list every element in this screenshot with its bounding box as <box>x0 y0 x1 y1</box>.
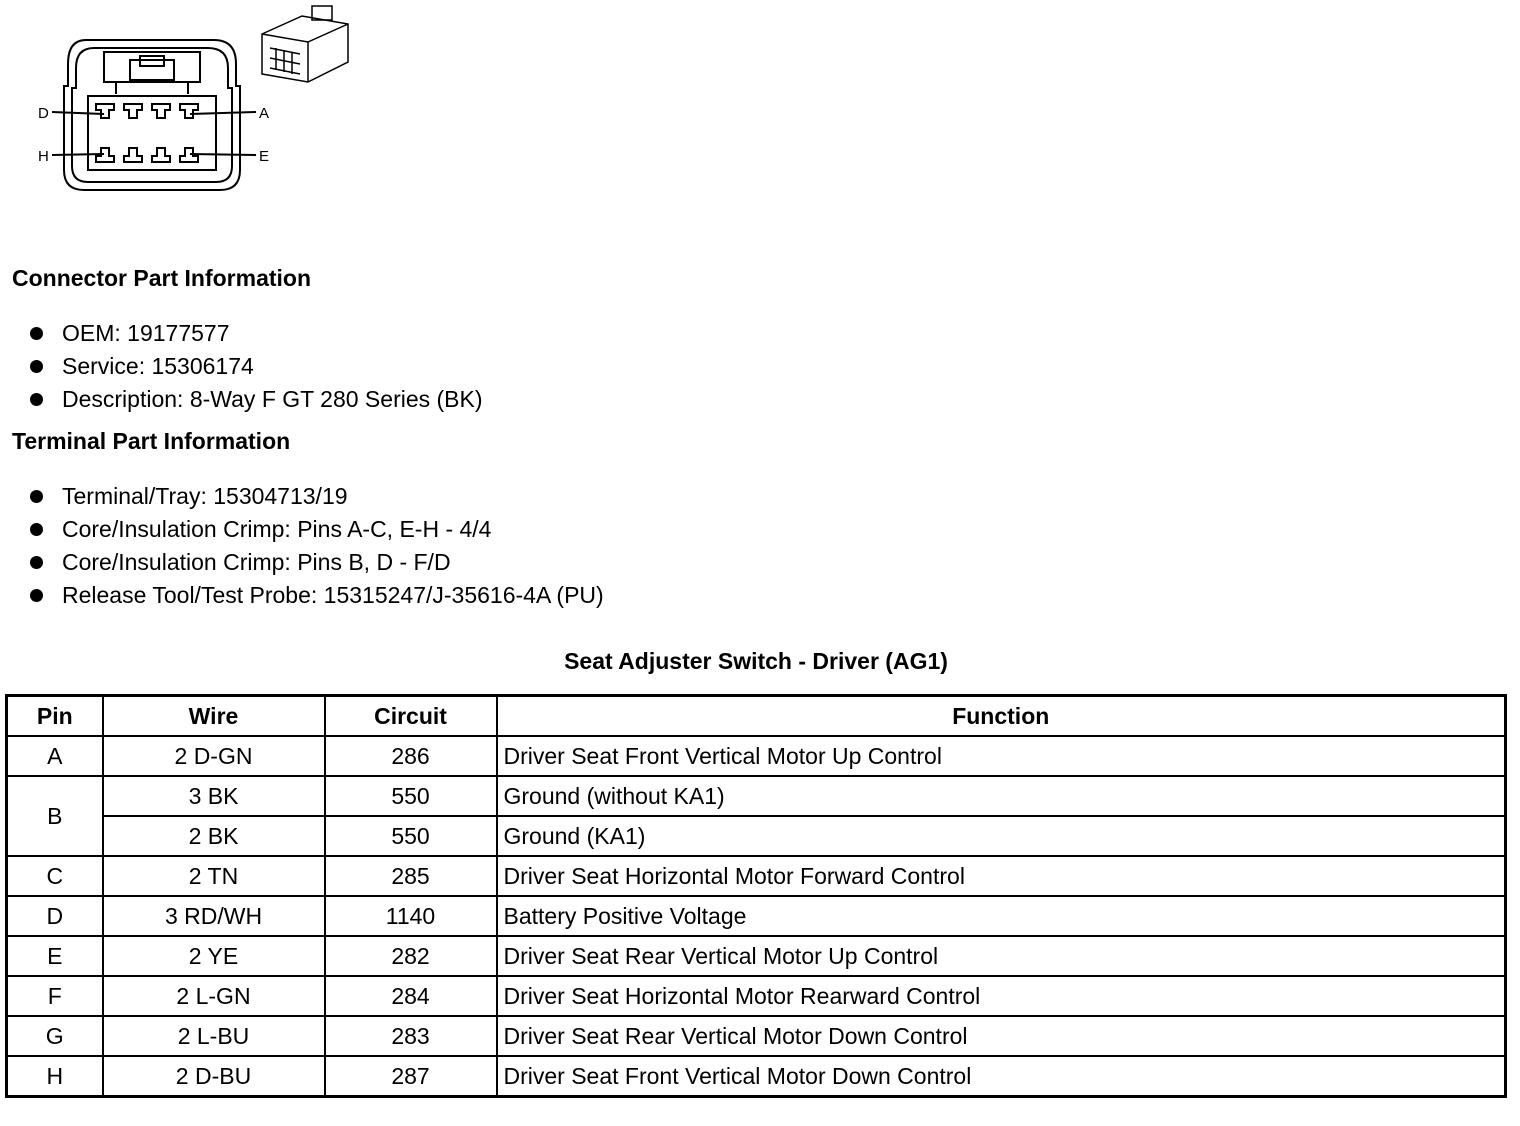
pin-label-h: H <box>38 148 49 165</box>
header-function: Function <box>497 696 1506 737</box>
pinout-table <box>5 694 1507 1098</box>
cell-function: Ground (KA1) <box>497 816 1506 856</box>
cell-circuit: 287 <box>325 1056 497 1097</box>
pin-label-d: D <box>38 105 49 122</box>
cell-function: Driver Seat Rear Vertical Motor Up Control <box>497 936 1506 976</box>
cell-wire: 2 BK <box>103 816 325 856</box>
cell-function: Ground (without KA1) <box>497 776 1506 816</box>
table-row <box>7 1056 1506 1097</box>
bullet-icon <box>30 556 43 569</box>
cell-pin: G <box>7 1016 103 1056</box>
cell-circuit: 285 <box>325 856 497 896</box>
bullet-icon <box>30 490 43 503</box>
table-row <box>7 816 1506 856</box>
cell-wire: 3 RD/WH <box>103 896 325 936</box>
cell-circuit: 282 <box>325 936 497 976</box>
pin-label-e: E <box>259 148 270 165</box>
cell-function: Driver Seat Front Vertical Motor Up Control <box>497 736 1506 776</box>
table-row <box>7 936 1506 976</box>
cell-function: Driver Seat Horizontal Motor Rearward Control <box>497 976 1506 1016</box>
connector-info-list <box>30 317 483 416</box>
cell-circuit: 284 <box>325 976 497 1016</box>
cell-pin: E <box>7 936 103 976</box>
cell-pin: F <box>7 976 103 1016</box>
cell-function: Battery Positive Voltage <box>497 896 1506 936</box>
terminal-info-heading: Terminal Part Information <box>12 428 291 454</box>
list-item: Release Tool/Test Probe: 15315247/J-35616-4A (PU) <box>30 579 604 612</box>
cell-wire: 2 L-GN <box>103 976 325 1016</box>
table-row <box>7 1016 1506 1056</box>
connector-face-diagram <box>30 4 370 204</box>
cell-pin: B <box>7 776 103 856</box>
cell-wire: 2 L-BU <box>103 1016 325 1056</box>
cell-wire: 2 TN <box>103 856 325 896</box>
table-title: Seat Adjuster Switch - Driver (AG1) <box>564 648 948 674</box>
cell-circuit: 550 <box>325 776 497 816</box>
table-row <box>7 856 1506 896</box>
table-row <box>7 776 1506 816</box>
header-circuit: Circuit <box>325 696 497 737</box>
cell-circuit: 283 <box>325 1016 497 1056</box>
pin-label-a: A <box>259 105 270 122</box>
list-item: Service: 15306174 <box>30 350 483 383</box>
list-item: Terminal/Tray: 15304713/19 <box>30 480 604 513</box>
cell-function: Driver Seat Horizontal Motor Forward Control <box>497 856 1506 896</box>
connector-info-heading: Connector Part Information <box>12 265 312 291</box>
bullet-icon <box>30 589 43 602</box>
cell-pin: D <box>7 896 103 936</box>
cell-function: Driver Seat Rear Vertical Motor Down Control <box>497 1016 1506 1056</box>
list-item: Core/Insulation Crimp: Pins A-C, E-H - 4/4 <box>30 513 604 546</box>
list-item: Description: 8-Way F GT 280 Series (BK) <box>30 383 483 416</box>
bullet-icon <box>30 523 43 536</box>
cell-function: Driver Seat Front Vertical Motor Down Control <box>497 1056 1506 1097</box>
cell-wire: 3 BK <box>103 776 325 816</box>
list-item: Core/Insulation Crimp: Pins B, D - F/D <box>30 546 604 579</box>
cell-pin: A <box>7 736 103 776</box>
bullet-icon <box>30 393 43 406</box>
cell-pin: C <box>7 856 103 896</box>
list-item: OEM: 19177577 <box>30 317 483 350</box>
cell-wire: 2 D-GN <box>103 736 325 776</box>
cell-circuit: 550 <box>325 816 497 856</box>
cell-pin: H <box>7 1056 103 1097</box>
cell-circuit: 1140 <box>325 896 497 936</box>
cell-circuit: 286 <box>325 736 497 776</box>
connector-isometric-icon <box>262 6 348 82</box>
terminal-info-list <box>30 480 604 612</box>
cell-wire: 2 YE <box>103 936 325 976</box>
table-row <box>7 976 1506 1016</box>
bullet-icon <box>30 327 43 340</box>
table-row <box>7 896 1506 936</box>
header-wire: Wire <box>103 696 325 737</box>
cell-wire: 2 D-BU <box>103 1056 325 1097</box>
header-pin: Pin <box>7 696 103 737</box>
bullet-icon <box>30 360 43 373</box>
table-row <box>7 736 1506 776</box>
table-header-row <box>7 696 1506 737</box>
